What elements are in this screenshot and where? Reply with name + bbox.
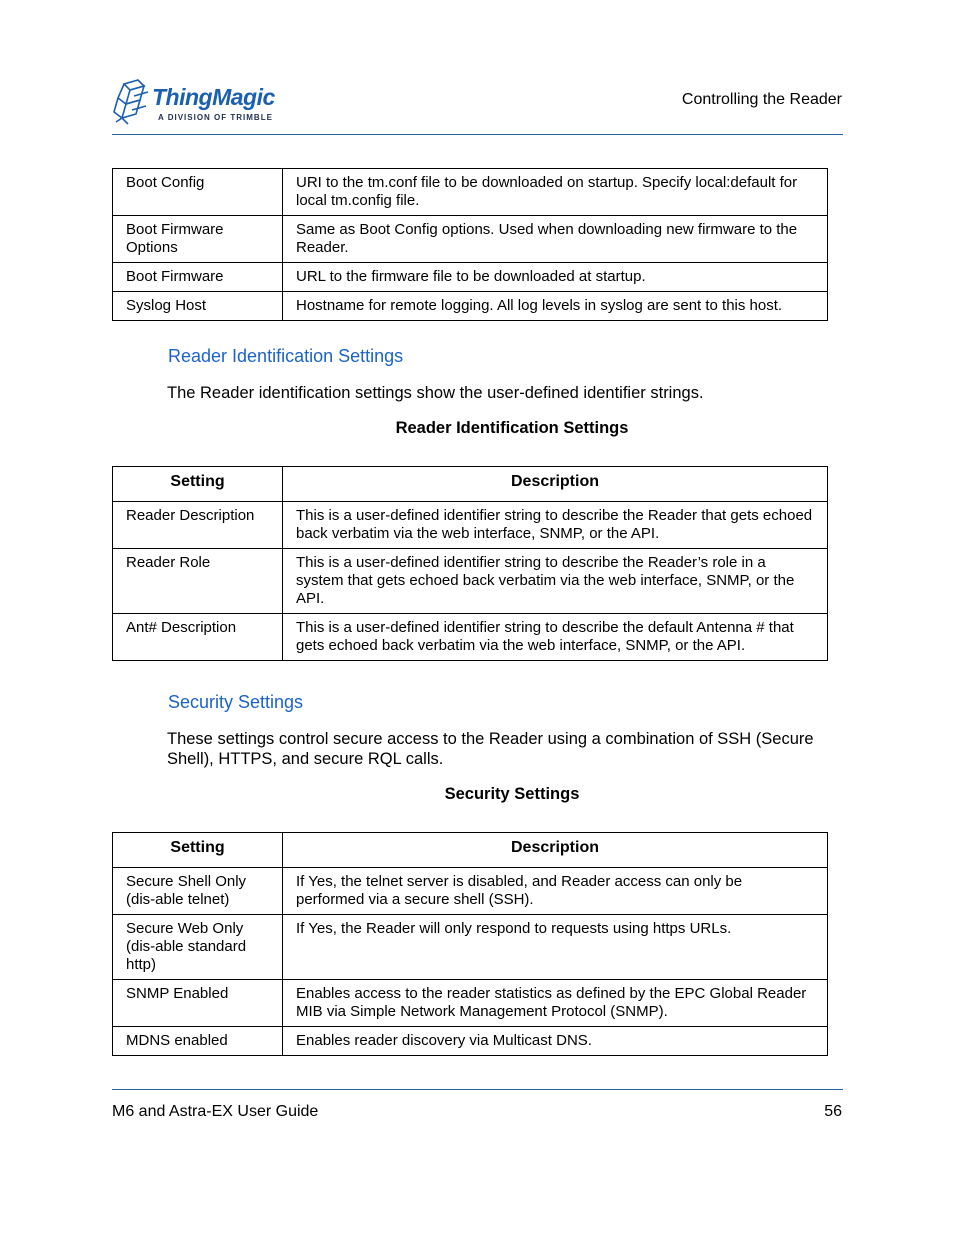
page-number: 56 [824,1103,842,1120]
security-settings-heading: Security Settings [168,692,304,712]
table-row [113,868,828,915]
table-header-row [113,467,828,502]
reader-identification-table [112,466,828,661]
table-row [113,263,828,292]
table-row [113,980,828,1027]
column-header-description: Description [283,467,828,502]
table-row [113,1027,828,1056]
description-cell: URL to the firmware file to be downloaded at startup. [283,263,828,292]
description-cell: URI to the tm.conf file to be downloaded on startup. Specify local:default for local tm.config file. [283,169,828,216]
setting-cell: Secure Web Only (dis-able standard http) [113,915,283,980]
setting-cell: Boot Firmware Options [113,216,283,263]
column-header-description: Description [283,833,828,868]
header-rule [112,134,843,135]
footer-rule [112,1089,843,1090]
reader-identification-table-caption: Reader Identification Settings [395,419,629,437]
security-settings-table [112,832,828,1056]
description-cell: If Yes, the telnet server is disabled, and Reader access can only be performed via a secure shell (SSH). [283,868,828,915]
description-cell: This is a user-defined identifier string to describe the Reader’s role in a system that gets echoed back verbatim via the web interface, SNMP, or the API. [283,549,828,614]
description-cell: Enables reader discovery via Multicast DNS. [283,1027,828,1056]
header-section-title: Controlling the Reader [681,91,842,108]
setting-cell: MDNS enabled [113,1027,283,1056]
reader-identification-intro: The Reader identification settings show the user-defined identifier strings. [167,384,704,402]
setting-cell: SNMP Enabled [113,980,283,1027]
table-row [113,915,828,980]
table-row [113,502,828,549]
description-cell: Same as Boot Config options. Used when downloading new firmware to the Reader. [283,216,828,263]
table-row [113,169,828,216]
description-cell: Enables access to the reader statistics as defined by the EPC Global Reader MIB via Simple Network Management Protocol (SNMP). [283,980,828,1027]
description-cell: If Yes, the Reader will only respond to requests using https URLs. [283,915,828,980]
logo-mark-icon [114,80,148,124]
table-row [113,292,828,321]
table-row [113,614,828,661]
description-cell: Hostname for remote logging. All log levels in syslog are sent to this host. [283,292,828,321]
logo-tagline: A DIVISION OF TRIMBLE [158,113,273,122]
table-row [113,216,828,263]
description-cell: This is a user-defined identifier string to describe the Reader that gets echoed back verbatim via the web interface, SNMP, or the API. [283,502,828,549]
boot-settings-table [112,168,828,321]
setting-cell: Reader Description [113,502,283,549]
table-row [113,549,828,614]
footer-document-title: M6 and Astra-EX User Guide [112,1103,319,1120]
security-settings-table-caption: Security Settings [444,785,580,803]
setting-cell: Secure Shell Only (dis-able telnet) [113,868,283,915]
logo-wordmark: ThingMagic [152,84,275,110]
reader-identification-heading: Reader Identification Settings [168,346,404,366]
setting-cell: Boot Config [113,169,283,216]
thingmagic-logo [112,78,282,128]
table-header-row [113,833,828,868]
column-header-setting: Setting [113,833,283,868]
security-settings-intro: These settings control secure access to the Reader using a combination of SSH (Secure Shell), HTTPS, and secure RQL calls. [167,730,814,768]
description-cell: This is a user-defined identifier string to describe the default Antenna # that gets echoed back verbatim via the web interface, SNMP, or the API. [283,614,828,661]
setting-cell: Ant# Description [113,614,283,661]
setting-cell: Boot Firmware [113,263,283,292]
setting-cell: Syslog Host [113,292,283,321]
thingmagic-logo-graphic [112,78,282,128]
column-header-setting: Setting [113,467,283,502]
setting-cell: Reader Role [113,549,283,614]
